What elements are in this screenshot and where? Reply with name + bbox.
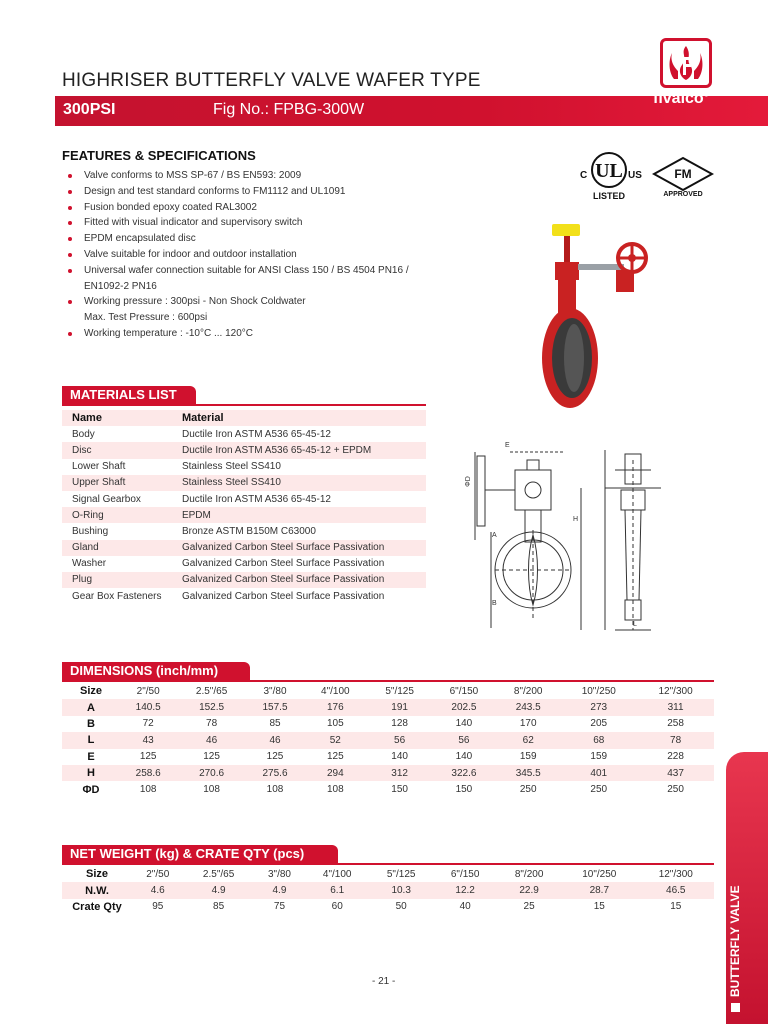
- bullet-icon: [68, 221, 72, 225]
- bullet-icon: [68, 300, 72, 304]
- page-number: - 21 -: [372, 976, 396, 987]
- feature-item: Universal wafer connection suitable for ANSI Class 150 / BS 4504 PN16 /: [68, 263, 488, 279]
- svg-text:UL: UL: [595, 160, 623, 182]
- dimension-drawing: [455, 440, 675, 640]
- materials-divider: [62, 404, 426, 406]
- bullet-icon: [68, 237, 72, 241]
- dim-label-phi: ΦD: [464, 476, 472, 487]
- table-header-row: Size 2"/50 2.5"/65 3"/80 4"/100 5"/125 6"/150 8"/200 10"/250 12"/300: [85, 868, 693, 881]
- flame-logo-icon: [660, 38, 712, 88]
- feature-item: Fusion bonded epoxy coated RAL3002: [68, 200, 488, 216]
- fm-approved-mark: [652, 156, 714, 198]
- feature-item: Design and test standard conforms to FM1112 and UL1091: [68, 184, 488, 200]
- table-row: N.W. 4.6 4.9 4.9 6.1 10.3 12.2 22.9 28.7 46.5: [62, 882, 714, 898]
- weight-table: [62, 866, 714, 915]
- feature-item: Working pressure : 300psi - Non Shock Coldwater: [68, 294, 488, 310]
- weight-divider: [62, 863, 714, 865]
- dim-label-l: L: [633, 621, 637, 628]
- dim-label-a: A: [492, 532, 497, 539]
- page-title: HIGHRISER BUTTERFLY VALVE WAFER TYPE: [62, 70, 481, 91]
- bullet-icon: [68, 190, 72, 194]
- fivalco-logo: [650, 38, 724, 118]
- table-row: Crate Qty 95 85 75 60 50 40 25 15 15: [72, 900, 682, 913]
- table-header-row: Size 2"/50 2.5"/65 3"/80 4"/100 5"/125 6"/150 8"/200 10"/250 12"/300: [79, 685, 693, 698]
- side-tab-label: BUTTERFLY VALVE: [728, 885, 742, 1012]
- dimensions-table: [62, 683, 714, 798]
- table-row: L 43 46 46 52 56 56 62 68 78: [62, 732, 714, 748]
- svg-text:US: US: [628, 170, 642, 181]
- valve-product-image: [540, 210, 700, 420]
- feature-item: Working temperature : -10°C ... 120°C: [68, 326, 488, 342]
- feature-item: Valve suitable for indoor and outdoor installation: [68, 247, 488, 263]
- dimensions-divider: [62, 680, 714, 682]
- table-row: Washer Galvanized Carbon Steel Surface Passivation: [72, 558, 385, 570]
- dim-label-h: H: [573, 516, 579, 523]
- dim-label-b: B: [492, 600, 497, 607]
- brand-name: fivalco®: [653, 90, 709, 107]
- section-side-tab: [726, 752, 768, 1024]
- bullet-icon: [68, 332, 72, 336]
- svg-text:APPROVED: APPROVED: [663, 191, 703, 198]
- table-row: Bushing Bronze ASTM B150M C63000: [72, 525, 316, 537]
- dimensions-heading: DIMENSIONS (inch/mm): [62, 662, 250, 682]
- feature-item-continued: Max. Test Pressure : 600psi: [84, 312, 208, 324]
- features-heading: FEATURES & SPECIFICATIONS: [62, 148, 256, 163]
- feature-item-continued: EN1092-2 PN16: [84, 280, 157, 292]
- table-row: B 72 78 85 105 128 140 170 205 258: [87, 717, 684, 730]
- table-row: Gear Box Fasteners Galvanized Carbon Steel Surface Passivation: [72, 590, 385, 602]
- ul-listed-mark: [574, 150, 644, 202]
- table-row: Disc Ductile Iron ASTM A536 65-45-12 + EPDM: [62, 442, 426, 458]
- table-row: O-Ring EPDM: [62, 507, 426, 523]
- bullet-icon: [68, 269, 72, 273]
- svg-text:FM: FM: [674, 167, 692, 181]
- table-row: E 125 125 125 125 140 140 159 159 228: [87, 750, 684, 763]
- table-header-row: Name Material: [62, 410, 426, 426]
- dim-label-e: E: [505, 442, 510, 449]
- table-row: Signal Gearbox Ductile Iron ASTM A536 65-45-12: [72, 493, 331, 505]
- table-row: ΦD 108 108 108 108 150 150 250 250 250: [82, 783, 684, 796]
- table-row: Body Ductile Iron ASTM A536 65-45-12: [72, 428, 331, 440]
- square-icon: [731, 1003, 740, 1012]
- weight-heading: NET WEIGHT (kg) & CRATE QTY (pcs): [62, 845, 338, 865]
- feature-item: Valve conforms to MSS SP-67 / BS EN593: 2009: [68, 168, 488, 184]
- svg-text:C: C: [580, 170, 588, 181]
- bullet-icon: [68, 206, 72, 210]
- features-list: [68, 168, 488, 342]
- materials-table: [62, 410, 426, 604]
- feature-item: EPDM encapsulated disc: [68, 231, 488, 247]
- table-row: H 258.6 270.6 275.6 294 312 322.6 345.5 401 437: [62, 765, 714, 781]
- table-row: A 140.5 152.5 157.5 176 191 202.5 243.5 273 311: [62, 699, 714, 715]
- table-row: Upper Shaft Stainless Steel SS410: [62, 475, 426, 491]
- pressure-rating: 300PSI: [63, 101, 116, 118]
- table-row: Lower Shaft Stainless Steel SS410: [72, 461, 281, 473]
- bullet-icon: [68, 253, 72, 257]
- svg-text:LISTED: LISTED: [592, 191, 626, 201]
- feature-item: Fitted with visual indicator and supervisory switch: [68, 215, 488, 231]
- bullet-icon: [68, 174, 72, 178]
- materials-heading: MATERIALS LIST: [62, 386, 196, 406]
- table-row: Gland Galvanized Carbon Steel Surface Passivation: [62, 540, 426, 556]
- table-row: Plug Galvanized Carbon Steel Surface Passivation: [62, 572, 426, 588]
- figure-number: Fig No.: FPBG-300W: [213, 101, 365, 118]
